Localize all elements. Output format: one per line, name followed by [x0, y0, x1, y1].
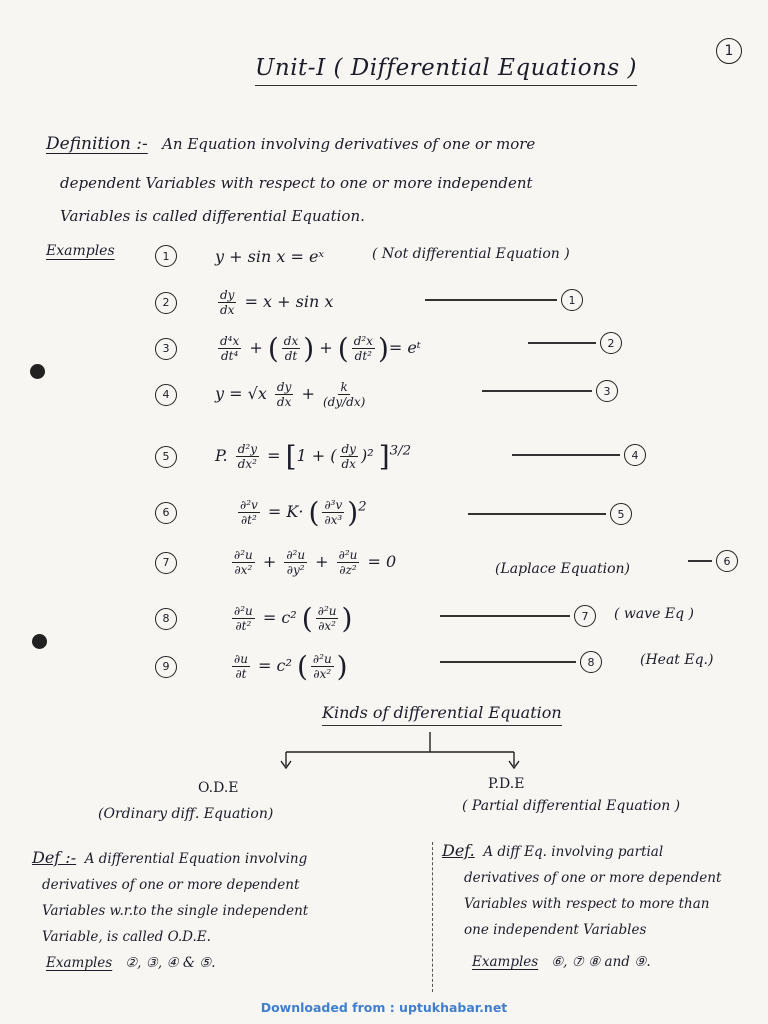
equation: $\frac{\text{∂²u}}{\text{∂t²}}$ = c² ( $\frac{\text{∂²u}}{\text{∂x²}}$ ) — [234, 602, 353, 635]
example-3-tag — [528, 332, 622, 354]
example-5-tag — [512, 444, 646, 466]
ode-def-line-3: Variables w.r.to the single independent — [42, 903, 309, 919]
equation: y + sin x = eˣ — [215, 246, 325, 266]
example-4-tag — [482, 380, 618, 402]
example-9-note: (Heat Eq.) — [640, 652, 714, 668]
pde-def-line-1: A diff Eq. involving partial — [483, 844, 664, 860]
definition-label: Definition :- — [46, 134, 148, 154]
definition-line-3: Variables is called differential Equation. — [60, 207, 365, 225]
example-9 — [155, 650, 348, 683]
ode-def-label: Def :- — [32, 848, 77, 867]
examples-label: Examples — [46, 243, 115, 259]
definition-text-1: An Equation involving derivatives of one or more — [162, 135, 536, 153]
tag-number: 1 — [561, 289, 583, 311]
tag-number: 4 — [624, 444, 646, 466]
tag-number: 6 — [716, 550, 738, 572]
pde-def-line-2: derivatives of one or more dependent — [464, 870, 722, 886]
example-2 — [155, 288, 333, 317]
pde-examples-label: Examples — [472, 954, 539, 970]
tag-number: 3 — [596, 380, 618, 402]
tag-number: 7 — [574, 605, 596, 627]
page-number: 1 — [716, 38, 742, 64]
example-1 — [155, 245, 324, 267]
example-7-tag — [688, 550, 738, 572]
example-number: 4 — [155, 384, 177, 406]
example-7-note: (Laplace Equation) — [495, 561, 631, 577]
example-5 — [155, 440, 411, 473]
equation: $\frac{\text{∂²u}}{\text{∂x²}}$ + $\frac{\text{∂²u}}{\text{∂y²}}$ + $\frac{\text{∂²u}}{\text{∂z²}}$ = 0 — [234, 548, 397, 577]
pde-subheading: ( Partial differential Equation ) — [462, 798, 681, 814]
punch-hole-top — [30, 364, 45, 379]
example-number: 1 — [155, 245, 177, 267]
equation: y = √x $\frac{dy}{dx}$ + $\frac{k}{(dy/dx)}$ — [215, 380, 366, 409]
example-1-note: ( Not differential Equation ) — [372, 246, 570, 262]
example-6-tag — [468, 503, 632, 525]
punch-hole-bottom — [32, 634, 47, 649]
definition-line-1 — [46, 134, 535, 154]
example-number: 3 — [155, 338, 177, 360]
ode-heading: O.D.E — [198, 780, 239, 796]
ode-examples: ②, ③, ④ & ⑤. — [125, 955, 216, 971]
equation-tail: = x + sin x — [244, 292, 334, 311]
example-4 — [155, 380, 368, 409]
example-number: 2 — [155, 292, 177, 314]
pde-definition — [442, 838, 721, 975]
fraction: $\frac{dy}{dx}$ — [220, 288, 235, 317]
example-6 — [155, 496, 367, 529]
example-number: 9 — [155, 656, 177, 678]
pde-def-label: Def. — [442, 841, 475, 860]
example-number: 6 — [155, 502, 177, 524]
pde-def-line-4: one independent Variables — [464, 922, 647, 938]
equation — [215, 288, 333, 317]
ode-examples-label: Examples — [46, 955, 113, 971]
equation: P. $\frac{\text{d²y}}{\text{dx²}}$ = [1 + ( $\frac{dy}{dx}$ )² ]$^{3/2}$ — [215, 440, 412, 473]
example-9-tag — [440, 651, 602, 673]
example-7 — [155, 548, 396, 577]
example-number: 5 — [155, 446, 177, 468]
tag-number: 5 — [610, 503, 632, 525]
equation: $\frac{\text{∂²v}}{\text{∂t²}}$ = K· ( $\frac{\text{∂³v}}{\text{∂x³}}$ )$^2$ — [240, 496, 367, 529]
pde-examples: ⑥, ⑦ ⑧ and ⑨. — [551, 954, 651, 970]
kinds-heading: Kinds of differential Equation — [322, 703, 562, 726]
example-3 — [155, 332, 421, 365]
ode-definition — [32, 845, 308, 976]
equation: $\frac{\partial u}{\partial t}$ = c² ( $\frac{\text{∂²u}}{\text{∂x²}}$ ) — [234, 650, 348, 683]
equation: $\frac{\text{d⁴x}}{\text{dt⁴}}$ + ( $\frac{dx}{dt}$ ) + ( $\frac{\text{d²x}}{\text{dt²}}$ )= eᵗ — [220, 332, 421, 365]
ode-def-line-1: A differential Equation involving — [84, 851, 308, 867]
example-number: 8 — [155, 608, 177, 630]
example-8-tag — [440, 605, 596, 627]
ode-def-line-2: derivatives of one or more dependent — [42, 877, 300, 893]
page-title: Unit-I ( Differential Equations ) — [255, 55, 637, 86]
tag-number: 8 — [580, 651, 602, 673]
download-footer-link[interactable]: Downloaded from : uptukhabar.net — [260, 1000, 508, 1015]
pde-heading: P.D.E — [488, 776, 525, 792]
tag-number: 2 — [600, 332, 622, 354]
ode-subheading: (Ordinary diff. Equation) — [98, 806, 274, 822]
example-number: 7 — [155, 552, 177, 574]
kinds-tree-arrows — [0, 730, 768, 790]
example-2-tag — [425, 289, 583, 311]
column-divider — [432, 842, 433, 992]
pde-def-line-3: Variables with respect to more than — [464, 896, 710, 912]
example-8-note: ( wave Eq ) — [614, 606, 694, 622]
example-8 — [155, 602, 352, 635]
ode-def-line-4: Variable, is called O.D.E. — [42, 929, 211, 945]
definition-line-2: dependent Variables with respect to one or more independent — [60, 174, 533, 192]
